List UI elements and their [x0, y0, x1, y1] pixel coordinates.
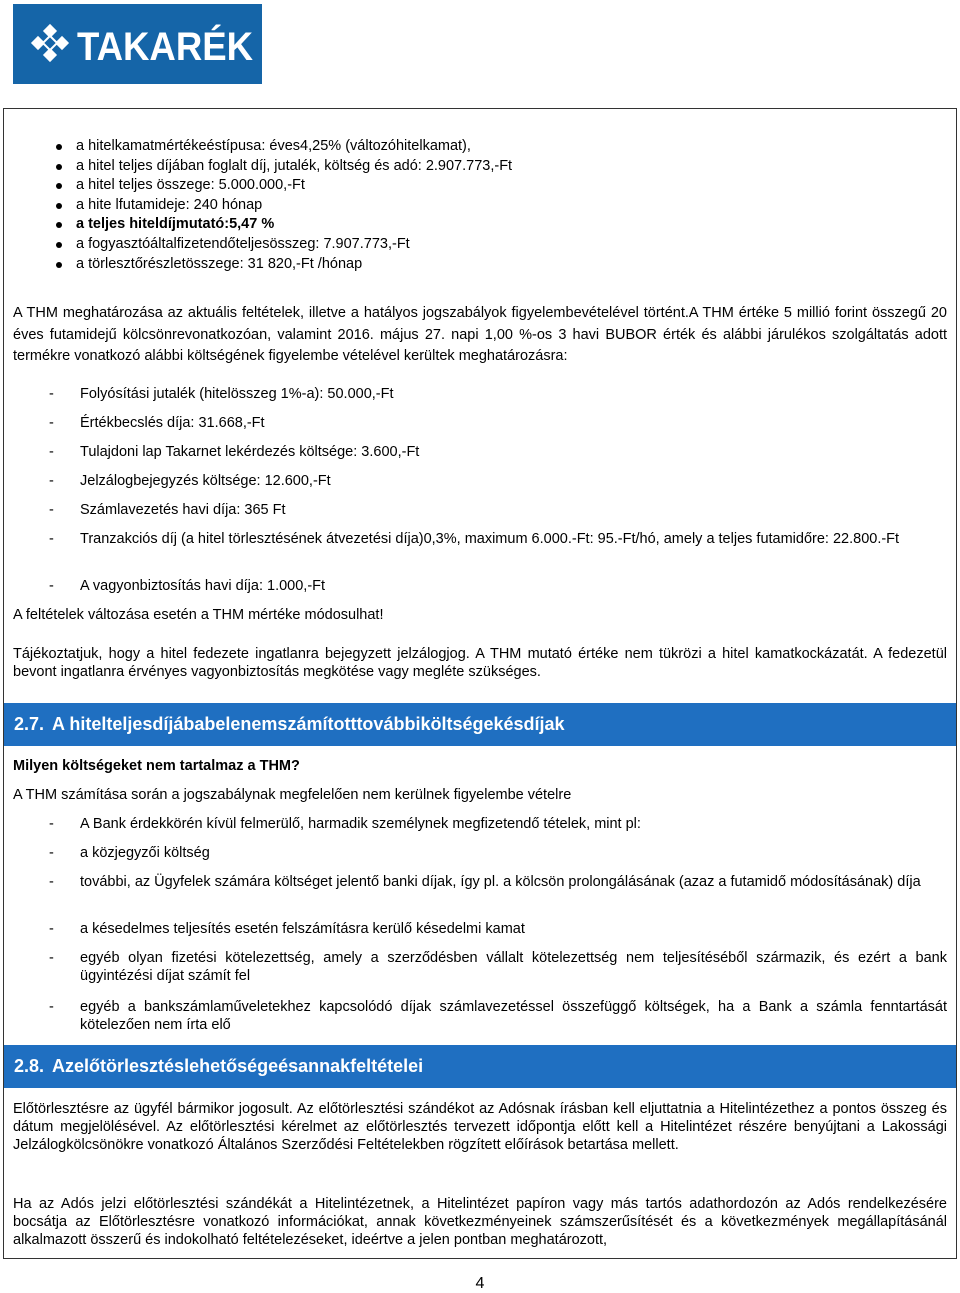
- list-item: a hite lfutamideje: 240 hónap: [56, 196, 512, 216]
- takarek-logo: [13, 4, 262, 84]
- list-item: a fogyasztóáltalfizetendőteljesösszeg: 7.907.773,-Ft: [56, 235, 512, 255]
- fee-item: - Tulajdoni lap Takarnet lekérdezés költsége: 3.600,-Ft: [49, 444, 420, 460]
- section-title: Azelőtörlesztéslehetőségeésannakfeltételei: [52, 1056, 424, 1076]
- not-included-item: - egyéb olyan fizetési kötelezettség, amely a szerződésben vállalt kötelezettség nem teljesítéséből származik, és ezért a bank ügyintézési díjat számít fel: [49, 950, 947, 984]
- info-paragraph: Tájékoztatjuk, hogy a hitel fedezete ingatlanra bejegyzett jelzálogjog. A THM mutató értéke nem tükrözi a hitel kamatkockázatát. A fedezetül bevont ingatlanra érvényes vagyonbiztosítás megkötése vagy megléte szükséges.: [13, 646, 947, 680]
- list-item: a hitel teljes díjában foglalt díj, jutalék, költség és adó: 2.907.773,-Ft: [56, 157, 512, 177]
- list-item: a hitelkamatmértékeéstípusa: éves4,25% (változóhitelkamat),: [56, 137, 512, 157]
- not-included-intro: A THM számítása során a jogszabálynak megfelelően nem kerülnek figyelembe vételre: [13, 787, 572, 803]
- not-included-item: - A Bank érdekkörén kívül felmerülő, harmadik személynek megfizetendő tételek, mint pl:: [49, 816, 641, 832]
- page-number: 4: [475, 1275, 485, 1292]
- fee-item: - Értékbecslés díja: 31.668,-Ft: [49, 415, 265, 431]
- not-included-item: - egyéb a bankszámlaműveletekhez kapcsolódó díjak számlavezetéssel összefüggő költségek, ha a Bank a számla fenntartását kötelezően nem írta elő: [49, 999, 947, 1033]
- section-heading-2-8: [4, 1045, 956, 1088]
- thm-paragraph: A THM meghatározása az aktuális feltételek, illetve a hatályos jogszabályok figyelembevételével történt.A THM értéke 5 millió forint összegű 20 éves futamidejű kölcsönrevonatkozóan, valamint 2016. május 27. napi 1,00 %-os 3 havi BUBOR érték és alábbi járulékos szolgáltatás adott termékre vonatkozó alábbi költségének figyelembe vételével kerültek meghatározásra:: [13, 305, 947, 364]
- fee-item: - Jelzálogbejegyzés költsége: 12.600,-Ft: [49, 473, 331, 489]
- fee-item: - A vagyonbiztosítás havi díja: 1.000,-Ft: [49, 578, 326, 594]
- prepayment-paragraph: Előtörlesztésre az ügyfél bármikor jogosult. Az előtörlesztési szándékot az Adósnak írásban kell eljuttatnia a Hitelintézethez a pontos összeg és dátum megjelölésével. Az előtörlesztési kérelmet az előtörlesztés tervezett időpontja előtt kell a Hitelintézet részére benyújtani a Lakossági Jelzálogkölcsönökre vonatkozó Általános Szerződési Feltételekben rögzített előírások betartása mellett.: [13, 1101, 947, 1153]
- not-included-item: - a közjegyzői költség: [49, 845, 210, 861]
- section-heading-2-7: [4, 703, 956, 746]
- question-heading: Milyen költségeket nem tartalmaz a THM?: [13, 758, 300, 774]
- list-item: a hitel teljes összege: 5.000.000,-Ft: [56, 176, 512, 196]
- logo-text: TAKARÉK: [77, 25, 262, 69]
- takarek-logo-graphic: [13, 4, 262, 84]
- fee-item: - Számlavezetés havi díja: 365 Ft: [49, 502, 286, 518]
- section-title: A hitelteljesdíjábabelenemszámítotttovábbiköltségekésdíjak: [52, 714, 565, 734]
- section-number: 2.8.: [14, 1056, 45, 1076]
- not-included-item: - további, az Ügyfelek számára költséget jelentő banki díjak, így pl. a kölcsön prolongálásának (azaz a futamidő módosításának) díja: [49, 874, 921, 890]
- not-included-item: - a késedelmes teljesítés esetén felszámításra kerülő késedelmi kamat: [49, 921, 525, 937]
- fee-item: - Folyósítási jutalék (hitelösszeg 1%-a): 50.000,-Ft: [49, 386, 394, 402]
- fee-item: - Tranzakciós díj (a hitel törlesztésének átvezetési díja)0,3%, maximum 6.000.-Ft: 95.-Ft/hó, amely a teljes futamidőre: 22.800.-Ft: [49, 531, 900, 547]
- list-item: a törlesztőrészletösszege: 31 820,-Ft /hónap: [56, 255, 512, 275]
- list-item: a teljes hiteldíjmutató:5,47 %: [56, 215, 512, 235]
- change-note: A feltételek változása esetén a THM mértéke módosulhat!: [13, 607, 384, 623]
- loan-summary-list: [56, 137, 512, 274]
- prepayment-paragraph: Ha az Adós jelzi előtörlesztési szándékát a Hitelintézetnek, a Hitelintézet papíron vagy más tartós adathordozón az Adós rendelkezésére bocsátja az Előtörlesztésre vonatkozó információkat, annak következményeinek számszerűsítését és a következmények megállapításánál alkalmazott összerű és indokolható feltételezéseket, ideértve a jelen pontban meghatározott,: [13, 1196, 947, 1248]
- section-number: 2.7.: [14, 714, 45, 734]
